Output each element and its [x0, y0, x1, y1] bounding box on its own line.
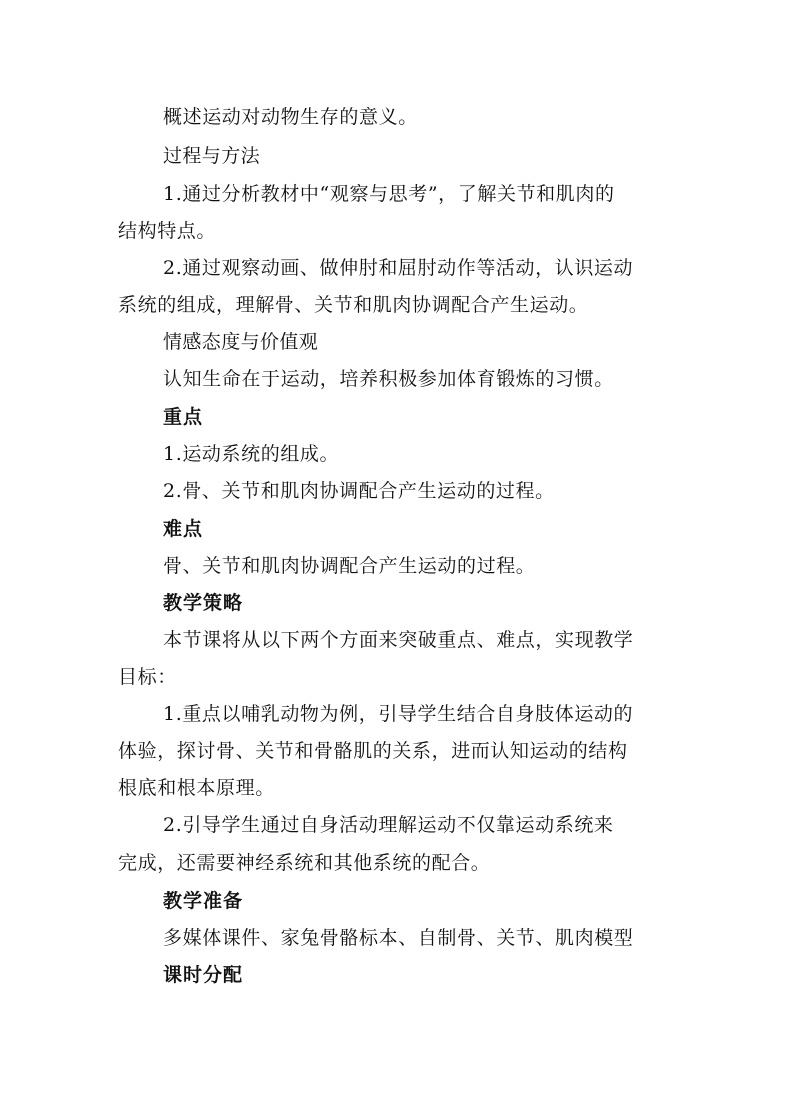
strategy-item-1-line-1: 1.重点以哺乳动物为例，引导学生结合自身肢体运动的: [163, 703, 634, 725]
difficulty-heading: 难点: [163, 518, 204, 540]
key-point-2: 2.骨、关节和肌肉协调配合产生运动的过程。: [163, 480, 555, 502]
objective-knowledge-tail: 概述运动对动物生存的意义。: [163, 106, 418, 128]
difficulty-text: 骨、关节和肌肉协调配合产生运动的过程。: [163, 555, 536, 577]
process-item-2-line-2: 系统的组成，理解骨、关节和肌肉协调配合产生运动。: [118, 294, 589, 316]
process-item-1-line-2: 结构特点。: [118, 220, 217, 242]
strategy-item-2-line-1: 2.引导学生通过自身活动理解运动不仅靠运动系统来: [163, 814, 614, 836]
strategy-intro-line-2: 目标：: [118, 666, 177, 688]
key-point-1: 1.运动系统的组成。: [163, 443, 340, 465]
process-item-1-line-1: 1.通过分析教材中“观察与思考”，了解关节和肌肉的: [163, 183, 615, 205]
teaching-preparation-heading: 教学准备: [163, 890, 244, 912]
strategy-item-2-line-2: 完成，还需要神经系统和其他系统的配合。: [118, 852, 491, 874]
emotion-attitude-title: 情感态度与价值观: [163, 331, 319, 353]
process-method-title: 过程与方法: [163, 145, 261, 167]
strategy-item-1-line-3: 根底和根本原理。: [118, 777, 275, 799]
strategy-intro-line-1: 本节课将从以下两个方面来突破重点、难点，实现教学: [163, 629, 634, 651]
class-schedule-heading: 课时分配: [163, 964, 244, 986]
key-points-heading: 重点: [163, 406, 204, 428]
strategy-item-1-line-2: 体验，探讨骨、关节和骨骼肌的关系，进而认知运动的结构: [118, 740, 628, 762]
teaching-strategy-heading: 教学策略: [163, 592, 244, 614]
teaching-preparation-text: 多媒体课件、家兔骨骼标本、自制骨、关节、肌肉模型: [163, 927, 634, 949]
process-item-2-line-1: 2.通过观察动画、做伸肘和屈肘动作等活动，认识运动: [163, 257, 634, 279]
emotion-attitude-text: 认知生命在于运动，培养积极参加体育锻炼的习惯。: [163, 368, 614, 390]
